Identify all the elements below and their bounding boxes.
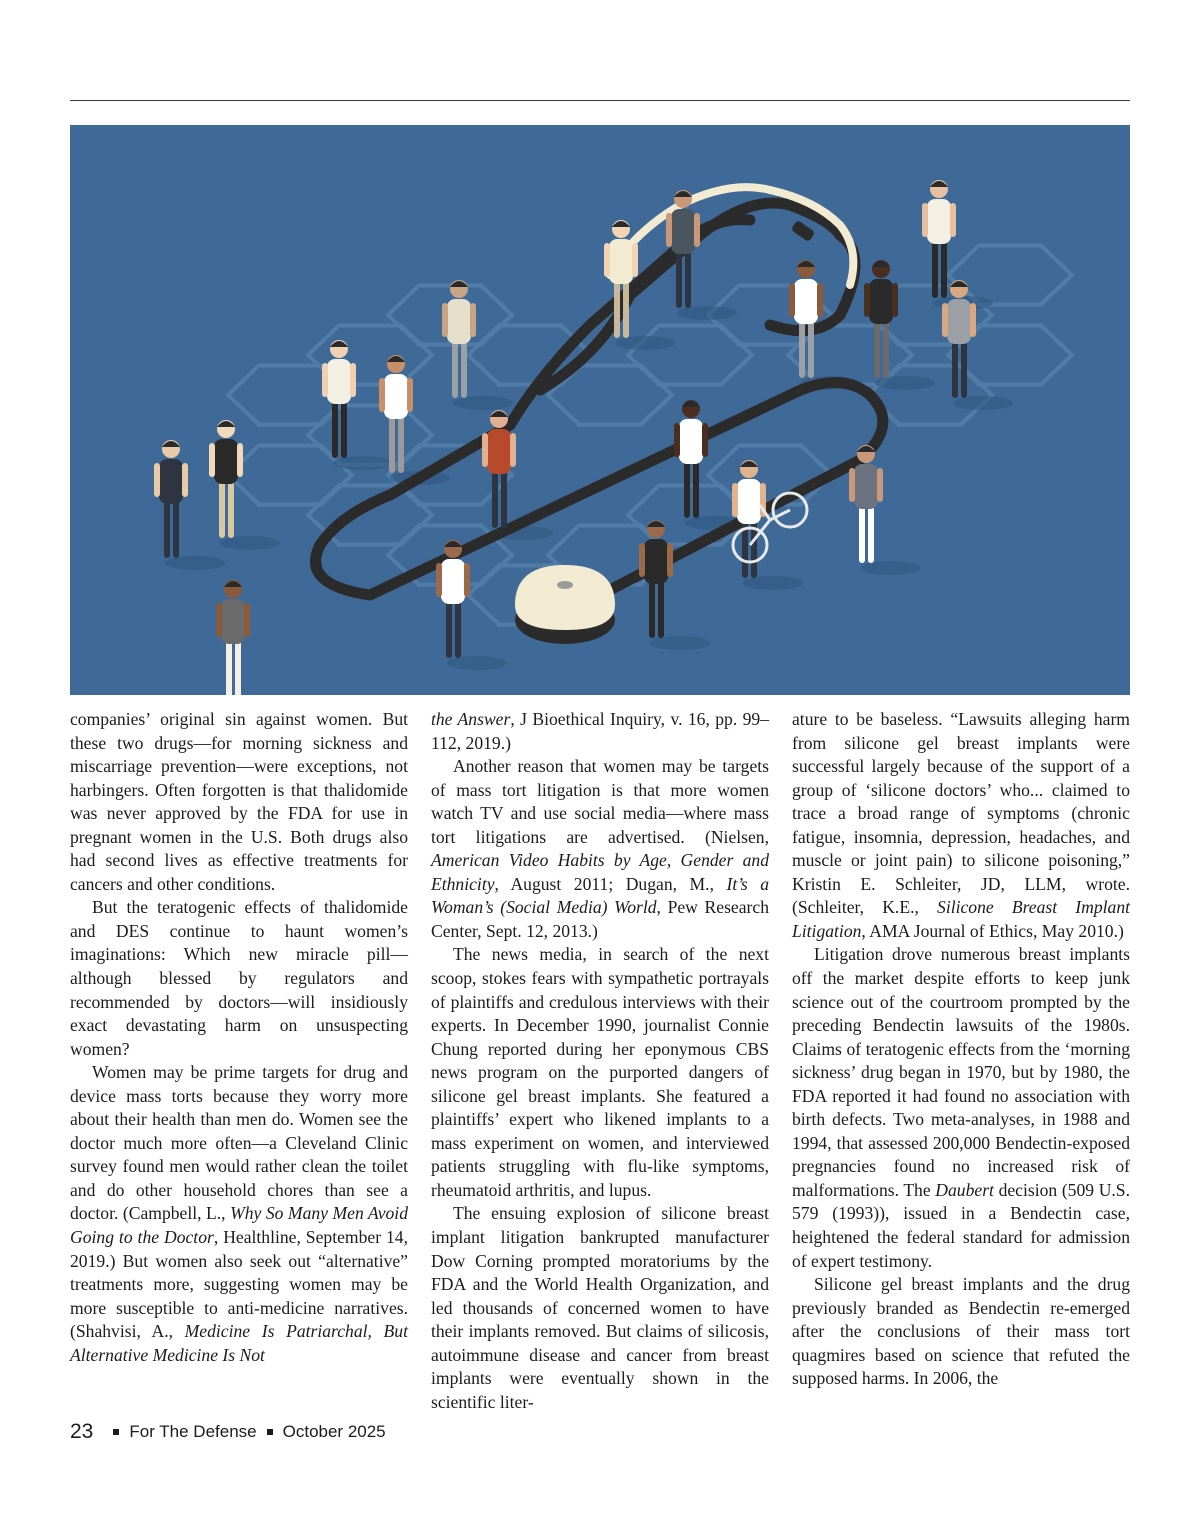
publication-name: For The Defense <box>129 1422 257 1441</box>
paragraph-text: Silicone gel breast implants and the drug previously branded as Bendectin re-emerged after the conclusions of their mass tort quagmires based on science that refuted the supposed harms. In 2006, the <box>792 1274 1130 1389</box>
citation-title: Why So Many Men Avoid Going to the Doctor <box>70 1203 408 1248</box>
page-footer <box>70 1420 386 1444</box>
paragraph-text: , Healthline, September 14, 2019.) But women also seek out “alternative” treatments more, suggesting women may be more susceptible to anti-medicine narratives. (Shahvisi, A., <box>70 1227 408 1342</box>
citation-title: the Answer <box>431 709 511 729</box>
article-paragraph <box>431 755 769 943</box>
paragraph-text: companies’ original sin against women. But these two drugs—for morning sickness and miscarriage prevention—were exceptions, not harbingers. Often forgotten is that thalidomide was never approved by the FDA for use in pregnant women in the U.S. Both drugs also had second lives as effective treatments for cancers and other conditions. <box>70 709 408 894</box>
article-paragraph <box>792 1273 1130 1391</box>
paragraph-text: Women may be prime targets for drug and device mass torts because they worry more about their health than men do. Women see the doctor much more often—a Cleveland Clinic survey found men would rather clean the toilet and do other household chores than see a doctor. (Campbell, L., <box>70 1062 408 1224</box>
article-paragraph <box>70 896 408 1061</box>
article-paragraph <box>431 943 769 1202</box>
paragraph-text: Another reason that women may be targets of mass tort litigation is that more women watch TV and use social media—where mass tort litigations are advertised. (Nielsen, <box>431 756 769 847</box>
paragraph-text: The news media, in search of the next scoop, stokes fears with sympathetic portrayals of plaintiffs and credulous interviews with their experts. In December 1990, journalist Connie Chung reported during her eponymous CBS news program on the purported dangers of silicone gel breast implants. She featured a plaintiffs’ expert who likened implants to a mass experiment on women, and interviewed patients struggling with flu-like symptoms, rheumatoid arthritis, and lupus. <box>431 944 769 1200</box>
article-paragraph <box>70 708 408 896</box>
paragraph-text: The ensuing explosion of silicone breast implant litigation bankrupted manufacturer Dow Corning prompted moratoriums by the FDA and the World Health Organization, and led thousands of concerned women to have their implants removed. But claims of silicosis, autoimmune disease and cancer from breast implants were eventually shown in the scientific liter- <box>431 1203 769 1412</box>
paragraph-text: , August 2011; Dugan, M., <box>494 873 727 894</box>
article-paragraph <box>792 708 1130 943</box>
page-number: 23 <box>70 1420 94 1443</box>
illustration <box>70 125 1130 695</box>
paragraph-text: , Pew Research Center, Sept. 12, 2013.) <box>431 897 769 941</box>
citation-title: Medicine Is Patriarchal, But Alternative Medicine Is Not <box>70 1321 408 1365</box>
article-paragraph <box>431 1202 769 1414</box>
footer-bullet <box>267 1429 273 1435</box>
article-column-1 <box>70 708 408 1367</box>
paragraph-text: ature to be baseless. “Lawsuits alleging harm from silicone gel breast implants were successful largely because of the support of a group of ‘silicone doctors’ who... claimed to trace a broad range of symptoms (chronic fatigue, insomnia, depression, headaches, and muscle or joint pain) to silicone poisoning,” Kristin E. Schleiter, JD, LLM, wrote. (Schleiter, K.E., <box>792 709 1130 918</box>
issue-date: October 2025 <box>282 1422 386 1441</box>
citation-title: It’s a Woman’s (Social Media) World <box>431 873 769 918</box>
article-paragraph <box>70 1061 408 1367</box>
paragraph-text: decision (509 U.S. 579 (1993)), issued in a Bendectin case, heightened the federal standard for admission of expert testimony. <box>792 1179 1130 1271</box>
paragraph-text: But the teratogenic effects of thalidomide and DES continue to haunt women’s imaginations: Which new miracle pill—although blessed by regulators and recommended by doctors—will insidiously exact devastating harm on unsuspecting women? <box>70 897 408 1059</box>
paragraph-text: , J Bioethical Inquiry, v. 16, pp. 99–112, 2019.) <box>431 709 769 753</box>
footer-bullet <box>113 1429 119 1435</box>
paragraph-text: Litigation drove numerous breast implants off the market despite efforts to keep junk science out of the courtroom prompted by the preceding Bendectin lawsuits of the 1980s. Claims of teratogenic effects from the ‘morning sickness’ drug began in 1970, but by 1980, the FDA reported it had found no association with birth defects. Two meta-analyses, in 1988 and 1994, that assessed 200,000 Bendectin-exposed pregnancies found no increased risk of malformations. The <box>792 944 1130 1200</box>
paragraph-text: , AMA Journal of Ethics, May 2010.) <box>861 920 1124 941</box>
article-paragraph <box>792 943 1130 1273</box>
article-column-2 <box>431 708 769 1414</box>
citation-title: American Video Habits by Age, Gender and Ethnicity <box>431 850 769 894</box>
citation-title: Daubert <box>935 1179 994 1200</box>
article-paragraph <box>431 708 769 755</box>
citation-title: Silicone Breast Implant Litigation <box>792 897 1131 941</box>
header-rule <box>70 100 1130 101</box>
article-column-3 <box>792 708 1130 1391</box>
stethoscope-illustration-icon <box>70 125 1130 695</box>
